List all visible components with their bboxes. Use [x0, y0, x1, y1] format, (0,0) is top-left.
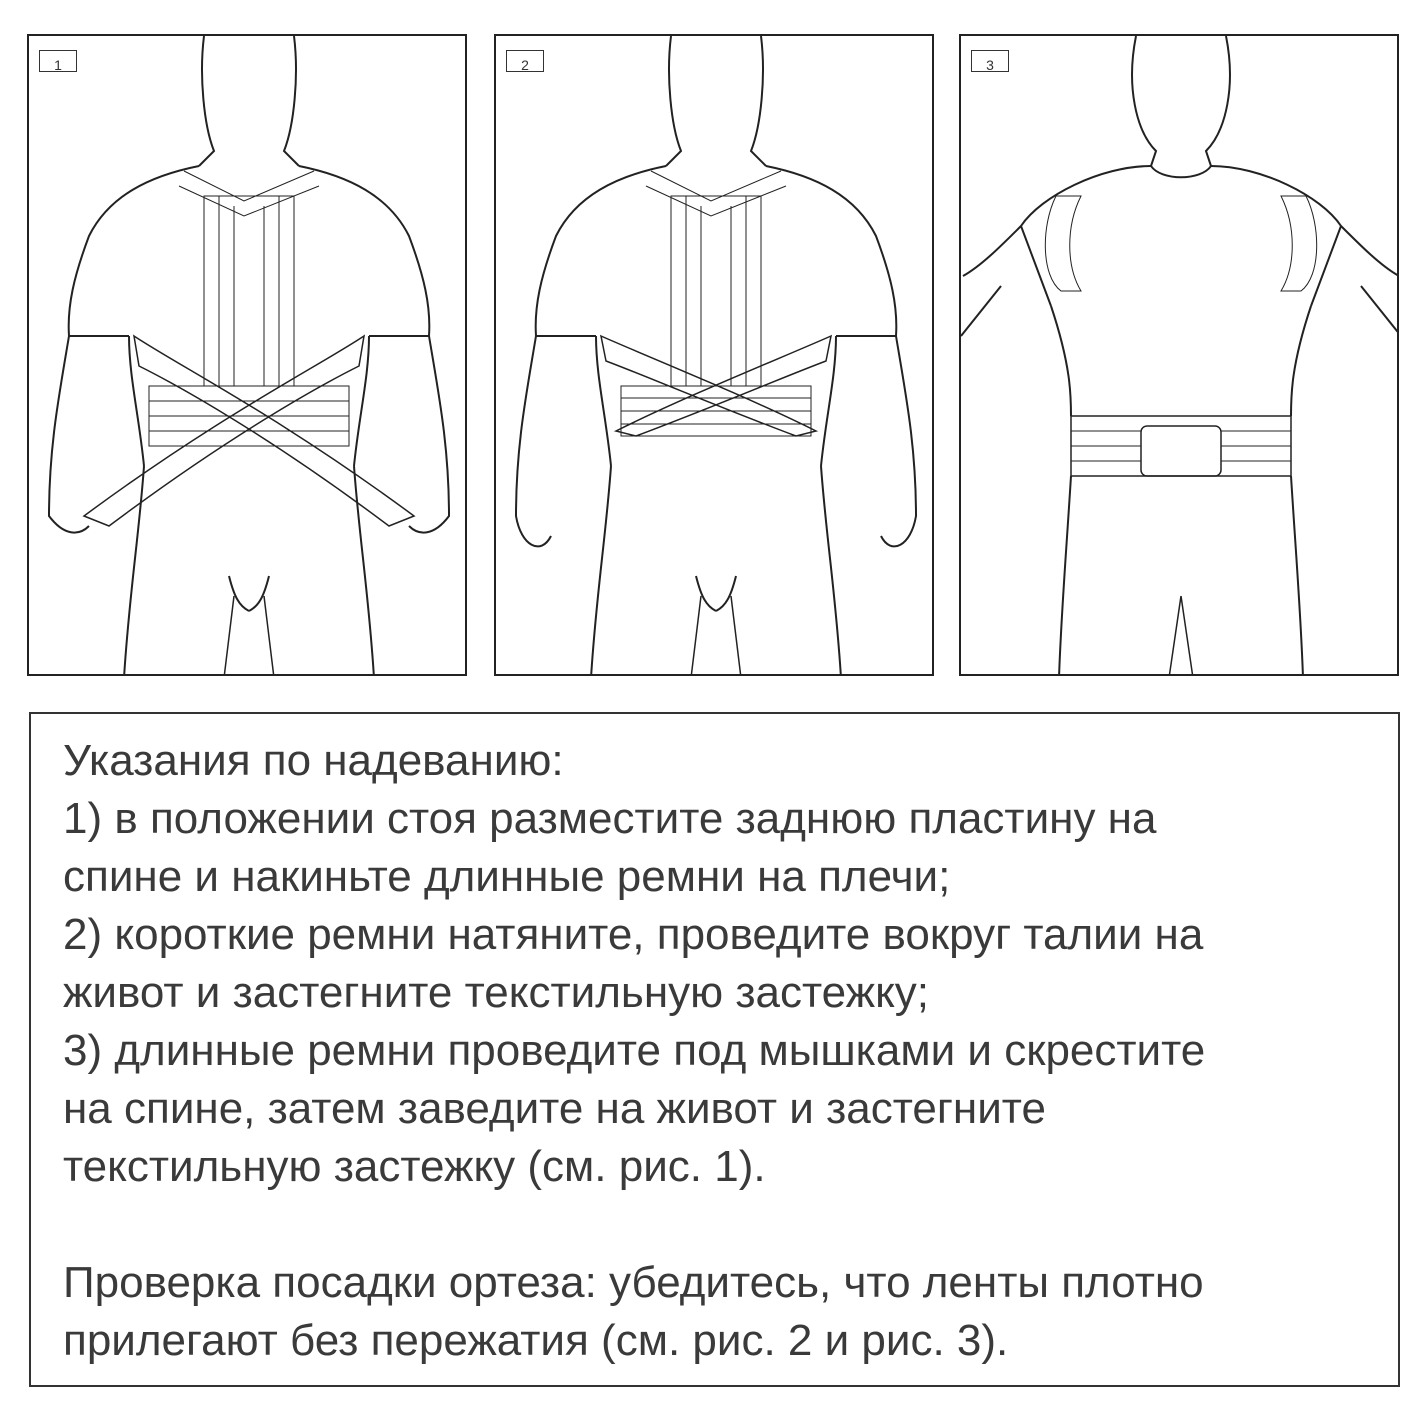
figure-1-illustration — [29, 36, 467, 676]
instructions-line: на спине, затем заведите на живот и застегните — [63, 1084, 1046, 1133]
instructions-line: спине и накиньте длинные ремни на плечи; — [63, 852, 951, 901]
figure-1-panel — [27, 34, 467, 676]
instructions-line: живот и застегните текстильную застежку; — [63, 968, 930, 1017]
instructions-line: 2) короткие ремни натяните, проведите вокруг талии на — [63, 910, 1204, 959]
instructions-line: текстильную застежку (см. рис. 1). — [63, 1142, 766, 1191]
instructions-box — [29, 712, 1400, 1387]
figure-number: 3 — [971, 50, 1009, 72]
instructions-line: 1) в положении стоя разместите заднюю пластину на — [63, 794, 1157, 843]
figure-2-panel — [494, 34, 934, 676]
paragraph-gap — [63, 1196, 1398, 1254]
instructions-heading: Указания по надеванию: — [63, 736, 564, 785]
figure-number: 2 — [506, 50, 544, 72]
figure-2-illustration — [496, 36, 934, 676]
figure-number: 1 — [39, 50, 77, 72]
fit-check-line: прилегают без пережатия (см. рис. 2 и рис. 3). — [63, 1316, 1009, 1365]
fit-check-line: Проверка посадки ортеза: убедитесь, что ленты плотно — [63, 1258, 1204, 1307]
figure-3-illustration — [961, 36, 1399, 676]
figure-3-panel — [959, 34, 1399, 676]
instructions-line: 3) длинные ремни проведите под мышками и скрестите — [63, 1026, 1206, 1075]
